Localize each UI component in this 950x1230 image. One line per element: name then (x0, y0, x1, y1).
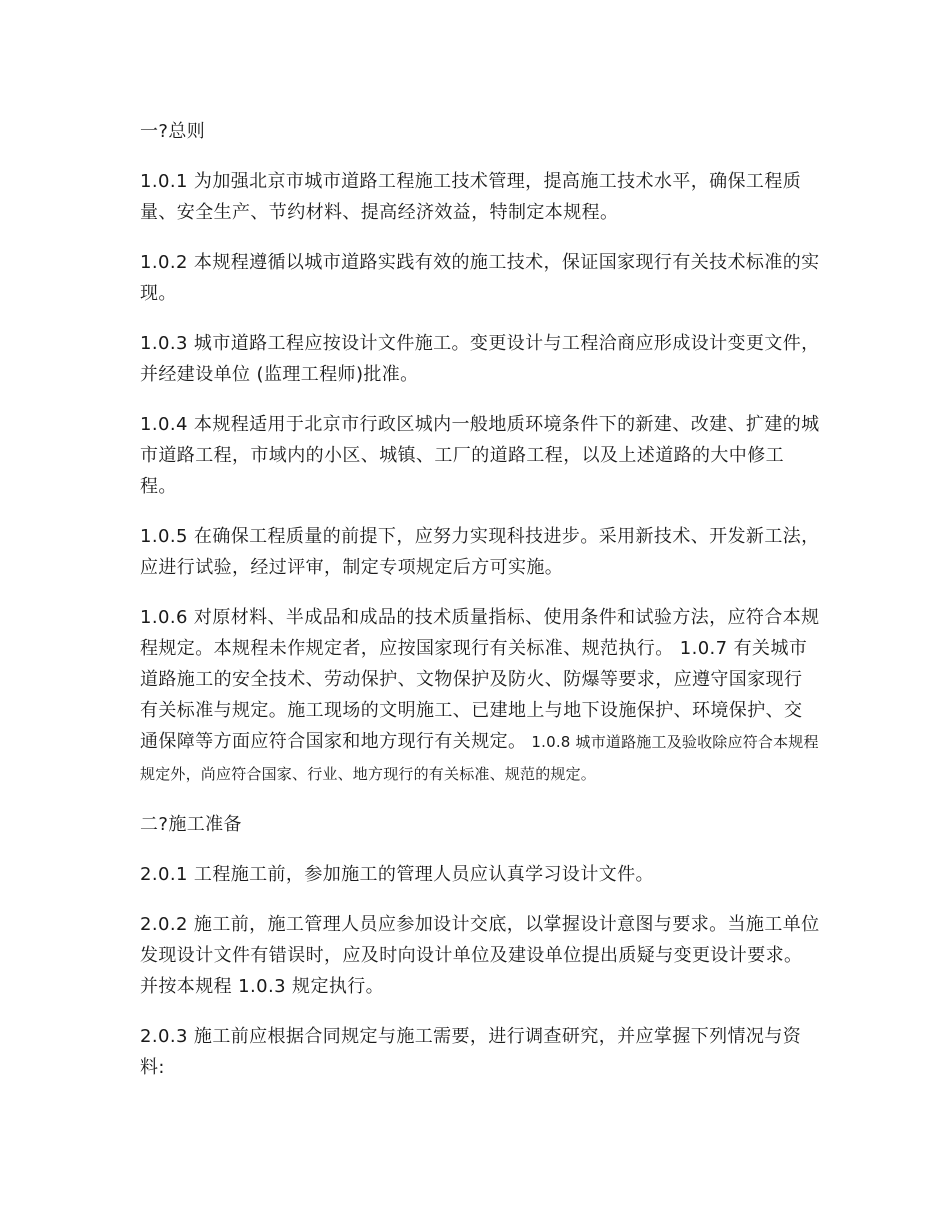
paragraph-1-0-4: 1.0.4 本规程适用于北京市行政区城内一般地质环境条件下的新建、改建、扩建的城市道路工程，市域内的小区、城镇、工厂的道路工程，以及上述道路的大中修工程。 (140, 414, 820, 497)
section-heading-general: 一?总则 (140, 121, 206, 142)
paragraph-1-0-6 (140, 602, 820, 790)
paragraph-2-0-3: 2.0.3 施工前应根据合同规定与施工需要，进行调查研究，并应掌握下列情况与资料: (140, 1026, 802, 1078)
section-heading-preparation: 二?施工准备 (140, 814, 242, 835)
paragraph-1-0-3: 1.0.3 城市道路工程应按设计文件施工。变更设计与工程洽商应形成设计变更文件，并经建设单位 (监理工程师)批准。 (140, 333, 820, 385)
document-body (140, 116, 820, 1102)
paragraph-1-0-2: 1.0.2 本规程遵循以城市道路实践有效的施工技术，保证国家现行有关技术标准的实现。 (140, 252, 820, 304)
paragraph-1-0-1: 1.0.1 为加强北京市城市道路工程施工技术管理，提高施工技术水平，确保工程质量、安全生产、节约材料、提高经济效益，特制定本规程。 (140, 171, 802, 223)
paragraph-1-0-5: 1.0.5 在确保工程质量的前提下，应努力实现科技进步。采用新技术、开发新工法，应进行试验，经过评审，制定专项规定后方可实施。 (140, 526, 820, 578)
paragraph-1-0-8-text: 1.0.8 城市道路施工及验收除应符合本规程规定外，尚应符合国家、行业、地方现行的有关标准、规范的规定。 (140, 733, 819, 783)
paragraph-1-0-6-text: 1.0.6 对原材料、半成品和成品的技术质量指标、使用条件和试验方法，应符合本规程规定。本规程未作规定者，应按国家现行有关标准、规范执行。 1.0.7 有关城市道路施工的安全技术、劳动保护、文物保护及防火、防爆等要求，应遵守国家现行有关标准与规定。施工现场的文明施工、已建地上与地下设施保护、环境保护、交通保障等方面应符合国家和地方现行有关规定。 (140, 607, 820, 752)
paragraph-2-0-2: 2.0.2 施工前，施工管理人员应参加设计交底，以掌握设计意图与要求。当施工单位发现设计文件有错误时，应及时向设计单位及建设单位提出质疑与变更设计要求。并按本规程 1.0.3 规定执行。 (140, 914, 820, 997)
paragraph-2-0-1: 2.0.1 工程施工前，参加施工的管理人员应认真学习设计文件。 (140, 864, 654, 885)
